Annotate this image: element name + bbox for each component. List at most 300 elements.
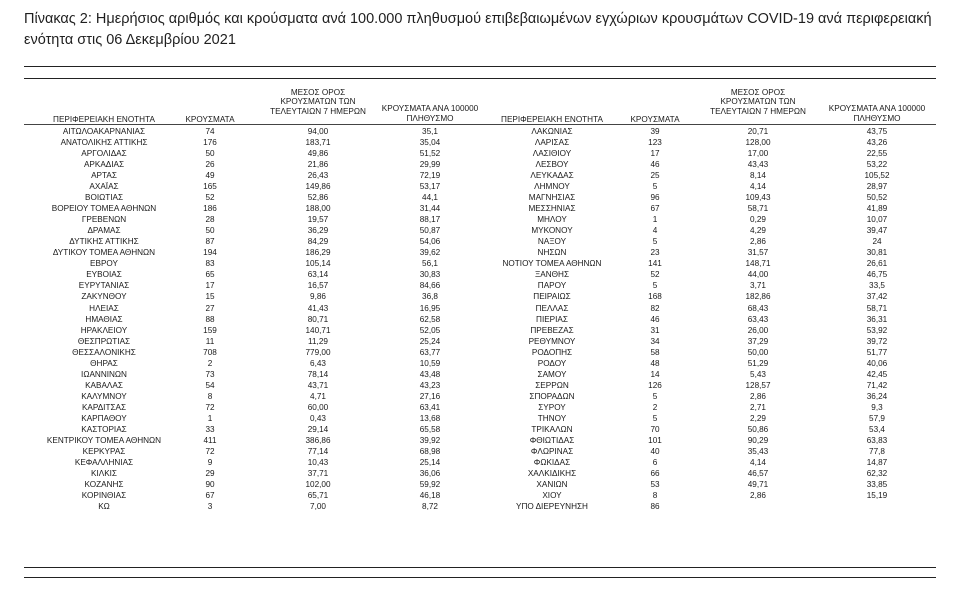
left-region-cell: ΒΟΙΩΤΙΑΣ [84,193,124,203]
right-region-cell: ΣΑΜΟΥ [537,369,567,379]
right-avg-cell: 128,00 [745,138,771,148]
left-cases-cell: 194 [203,248,217,258]
right-cases-cell: 40 [650,446,660,456]
table-row [0,247,960,258]
right-per100k-cell: 77,8 [869,446,885,456]
left-per100k-cell: 50,87 [419,226,441,236]
header-per100k-right-1: ΚΡΟΥΣΜΑΤΑ ΑΝΑ 100000 [828,104,926,113]
right-per100k-cell: 22,55 [866,149,888,159]
header-rule [24,78,936,79]
right-per100k-cell: 50,52 [866,193,888,203]
left-region-cell: ΔΡΑΜΑΣ [87,226,121,236]
table-row [0,457,960,468]
table-row [0,490,960,501]
right-avg-cell: 2,29 [750,413,766,423]
right-region-cell: ΠΕΛΛΑΣ [535,303,569,313]
left-cases-cell: 165 [203,182,217,192]
right-cases-cell: 34 [650,336,660,346]
left-cases-cell: 50 [205,226,215,236]
table-row [0,258,960,269]
left-region-cell: ΔΥΤΙΚΗΣ ΑΤΤΙΚΗΣ [69,237,139,247]
left-avg-cell: 7,00 [310,502,326,512]
left-avg-cell: 183,71 [305,138,331,148]
left-region-cell: ΗΡΑΚΛΕΙΟΥ [80,325,128,335]
right-cases-cell: 31 [650,325,660,335]
left-per100k-cell: 8,72 [422,502,438,512]
left-avg-cell: 9,86 [310,292,326,302]
right-cases-cell: 5 [652,281,658,291]
left-per100k-cell: 68,98 [419,446,441,456]
left-region-cell: ΘΗΡΑΣ [90,358,118,368]
header-avg-right-2: ΚΡΟΥΣΜΑΤΩΝ ΤΩΝ [720,97,796,106]
left-cases-cell: 26 [205,160,215,170]
table-row [0,269,960,280]
left-avg-cell: 779,00 [305,347,331,357]
right-per100k-cell: 37,42 [866,292,888,302]
right-avg-cell: 20,71 [747,127,769,136]
left-per100k-cell: 16,95 [419,303,441,313]
right-avg-cell: 43,43 [747,160,769,170]
left-cases-cell: 15 [205,292,215,302]
right-region-cell: ΧΑΛΚΙΔΙΚΗΣ [527,468,577,478]
right-region-cell: ΝΟΤΙΟΥ ΤΟΜΕΑ ΑΘΗΝΩΝ [502,259,602,269]
right-region-cell: ΛΑΚΩΝΙΑΣ [531,127,573,136]
right-region-cell: ΤΗΝΟΥ [537,413,567,423]
right-avg-cell: 148,71 [745,259,771,269]
right-avg-cell: 109,43 [745,193,771,203]
left-per100k-cell: 39,62 [419,248,441,258]
left-avg-cell: 29,14 [307,424,329,434]
left-region-cell: ΚΩ [98,502,110,512]
left-per100k-cell: 44,1 [422,193,438,203]
right-avg-cell: 46,57 [747,468,769,478]
right-per100k-cell: 46,75 [866,270,888,280]
left-cases-cell: 87 [205,237,215,247]
right-avg-cell: 0,29 [750,215,766,225]
table-body [0,126,960,512]
right-avg-cell: 63,43 [747,314,769,324]
header-avg-left-2: ΚΡΟΥΣΜΑΤΩΝ ΤΩΝ [280,97,356,106]
left-per100k-cell: 25,24 [419,336,441,346]
left-cases-cell: 159 [203,325,217,335]
table-row [0,291,960,302]
right-region-cell: ΠΙΕΡΙΑΣ [536,314,568,324]
left-avg-cell: 186,29 [305,248,331,258]
left-avg-cell: 60,00 [307,402,329,412]
header-per100k-left-1: ΚΡΟΥΣΜΑΤΑ ΑΝΑ 100000 [381,104,479,113]
left-per100k-cell: 84,66 [419,281,441,291]
left-region-cell: ΘΕΣΠΡΩΤΙΑΣ [77,336,131,346]
table-row [0,314,960,325]
header-per100k-right-2: ΠΛΗΘΥΣΜΟ [853,114,901,123]
right-per100k-cell: 62,32 [866,468,888,478]
right-cases-cell: 5 [652,391,658,401]
left-cases-cell: 11 [205,336,215,346]
left-region-cell: ΚΙΛΚΙΣ [90,468,117,478]
right-cases-cell: 46 [650,160,660,170]
header-cases-right: ΚΡΟΥΣΜΑΤΑ [630,115,680,124]
right-avg-cell: 2,86 [750,491,766,501]
table-row [0,225,960,236]
left-avg-cell: 6,43 [310,358,326,368]
right-avg-cell: 8,14 [750,171,766,181]
left-cases-cell: 9 [207,457,213,467]
table-row [0,468,960,479]
left-per100k-cell: 13,68 [419,413,441,423]
right-per100k-cell: 53,92 [866,325,888,335]
right-region-cell: ΥΠΟ ΔΙΕΡΕΥΝΗΣΗ [516,502,588,512]
left-per100k-cell: 51,52 [419,149,441,159]
right-region-cell: ΧΙΟΥ [542,491,562,501]
left-avg-cell: 16,57 [307,281,329,291]
right-cases-cell: 23 [650,248,660,258]
right-per100k-cell: 28,97 [866,182,888,192]
right-per100k-cell: 24 [872,237,882,247]
right-per100k-cell: 43,75 [866,127,888,136]
left-per100k-cell: 31,44 [419,204,441,214]
left-cases-cell: 83 [205,259,215,269]
right-cases-cell: 141 [648,259,662,269]
right-per100k-cell: 63,83 [866,435,888,445]
right-region-cell: ΦΩΚΙΔΑΣ [533,457,571,467]
table-row [0,391,960,402]
header-avg-left-3: ΤΕΛΕΥΤΑΙΩΝ 7 ΗΜΕΡΩΝ [270,107,366,116]
right-per100k-cell: 105,52 [864,171,890,181]
left-cases-cell: 49 [205,171,215,181]
left-per100k-cell: 62,58 [419,314,441,324]
right-cases-cell: 5 [652,237,658,247]
right-cases-cell: 48 [650,358,660,368]
left-per100k-cell: 36,06 [419,468,441,478]
left-avg-cell: 63,14 [307,270,329,280]
right-avg-cell: 17,00 [747,149,769,159]
right-per100k-cell: 43,26 [866,138,888,148]
right-avg-cell: 4,14 [750,457,766,467]
right-cases-cell: 14 [650,369,660,379]
right-region-cell: ΛΕΣΒΟΥ [535,160,569,170]
left-per100k-cell: 52,05 [419,325,441,335]
header-per100k-left-2: ΠΛΗΘΥΣΜΟ [406,114,454,123]
right-avg-cell: 37,29 [747,336,769,346]
right-avg-cell: 68,43 [747,303,769,313]
right-avg-cell: 2,86 [750,391,766,401]
right-region-cell: ΛΑΡΙΣΑΣ [534,138,570,148]
right-region-cell: ΞΑΝΘΗΣ [534,270,570,280]
table-row [0,369,960,380]
right-cases-cell: 52 [650,270,660,280]
right-region-cell: ΠΕΙΡΑΙΩΣ [533,292,571,302]
left-avg-cell: 80,71 [307,314,329,324]
left-per100k-cell: 72,19 [419,171,441,181]
left-region-cell: ΘΕΣΣΑΛΟΝΙΚΗΣ [72,347,136,357]
right-per100k-cell: 9,3 [871,402,883,412]
right-cases-cell: 123 [648,138,662,148]
right-cases-cell: 2 [652,402,658,412]
left-region-cell: ΕΥΡΥΤΑΝΙΑΣ [78,281,130,291]
right-avg-cell: 44,00 [747,270,769,280]
left-region-cell: ΖΑΚΥΝΘΟΥ [81,292,127,302]
table-row [0,380,960,391]
right-cases-cell: 53 [650,480,660,489]
left-cases-cell: 411 [203,435,217,445]
header-avg-left-1: ΜΕΣΟΣ ΟΡΟΣ [290,88,346,97]
right-per100k-cell: 30,81 [866,248,888,258]
left-avg-cell: 11,29 [308,336,328,346]
right-region-cell: ΣΕΡΡΩΝ [535,380,569,390]
left-region-cell: ΚΑΣΤΟΡΙΑΣ [81,424,127,434]
right-per100k-cell: 57,9 [869,413,885,423]
table-row [0,181,960,192]
right-region-cell: ΝΑΞΟΥ [537,237,567,247]
right-per100k-cell: 42,45 [866,369,888,379]
left-cases-cell: 74 [205,127,215,136]
left-cases-cell: 88 [205,314,215,324]
left-region-cell: ΕΥΒΟΙΑΣ [86,270,122,280]
left-avg-cell: 41,43 [307,303,329,313]
left-region-cell: ΗΜΑΘΙΑΣ [85,314,123,324]
left-avg-cell: 105,14 [305,259,331,269]
left-avg-cell: 0,43 [310,413,326,423]
header-bottom-rule [24,124,936,125]
table-row [0,137,960,148]
left-cases-cell: 33 [205,424,215,434]
right-cases-cell: 82 [650,303,660,313]
left-region-cell: ΑΧΑΪΑΣ [89,182,119,192]
left-avg-cell: 140,71 [305,325,331,335]
left-region-cell: ΑΙΤΩΛΟΑΚΑΡΝΑΝΙΑΣ [62,127,146,136]
right-region-cell: ΡΟΔΟΥ [537,358,567,368]
right-cases-cell: 17 [650,149,660,159]
right-avg-cell: 50,00 [747,347,769,357]
table-row [0,424,960,435]
header-region-right: ΠΕΡΙΦΕΡΕΙΑΚΗ ΕΝΟΤΗΤΑ [501,115,603,124]
table-row [0,435,960,446]
right-avg-cell: 2,86 [750,237,766,247]
right-avg-cell: 90,29 [747,435,769,445]
left-avg-cell: 36,29 [307,226,329,236]
right-cases-cell: 58 [650,347,660,357]
table-row [0,325,960,336]
right-per100k-cell: 40,06 [866,358,888,368]
left-avg-cell: 43,71 [307,380,329,390]
right-per100k-cell: 14,87 [866,457,888,467]
right-avg-cell: 50,86 [747,424,769,434]
right-avg-cell: 35,43 [747,446,769,456]
left-avg-cell: 10,43 [307,457,329,467]
right-cases-cell: 46 [650,314,660,324]
right-avg-cell: 4,29 [750,226,766,236]
table-row [0,148,960,159]
right-cases-cell: 5 [652,182,658,192]
right-region-cell: ΝΗΣΩΝ [537,248,567,258]
right-avg-cell: 26,00 [747,325,769,335]
left-region-cell: ΚΟΡΙΝΘΙΑΣ [81,491,127,501]
right-cases-cell: 96 [650,193,660,203]
right-cases-cell: 25 [650,171,660,181]
right-region-cell: ΛΑΣΙΘΙΟΥ [532,149,572,159]
left-avg-cell: 4,71 [310,391,326,401]
left-cases-cell: 176 [203,138,217,148]
right-per100k-cell: 51,77 [866,347,888,357]
right-avg-cell: 31,57 [747,248,769,258]
right-per100k-cell: 36,24 [866,391,888,401]
right-region-cell: ΠΑΡΟΥ [537,281,567,291]
right-avg-cell: 58,71 [747,204,769,214]
right-per100k-cell: 15,19 [866,491,888,501]
left-cases-cell: 186 [203,204,217,214]
table-row [0,126,960,137]
right-per100k-cell: 33,5 [869,281,885,291]
right-per100k-cell: 33,85 [866,480,888,489]
table-title: Πίνακας 2: Ημερήσιος αριθμός και κρούσματα ανά 100.000 πληθυσμού επιβεβαιωμένων εγχώριων κρουσμάτων COVID-19 ανά περιφερειακή ενότητα στις 06 Δεκεμβρίου 2021 [24,11,932,48]
right-cases-cell: 70 [650,424,660,434]
table-row [0,336,960,347]
bottom-rule [24,567,936,568]
left-cases-cell: 52 [205,193,215,203]
left-per100k-cell: 35,04 [419,138,441,148]
table-row [0,446,960,457]
left-cases-cell: 8 [207,391,213,401]
right-cases-cell: 66 [650,468,660,478]
left-avg-cell: 65,71 [307,491,329,501]
left-region-cell: ΑΡΤΑΣ [91,171,117,181]
left-avg-cell: 52,86 [307,193,329,203]
header-cases-left: ΚΡΟΥΣΜΑΤΑ [185,115,235,124]
left-region-cell: ΕΒΡΟΥ [90,259,118,269]
right-avg-cell: 5,43 [750,369,766,379]
left-avg-cell: 94,00 [307,127,329,136]
left-avg-cell: 49,86 [307,149,329,159]
left-avg-cell: 77,14 [307,446,329,456]
table-row [0,192,960,203]
left-region-cell: ΒΟΡΕΙΟΥ ΤΟΜΕΑ ΑΘΗΝΩΝ [51,204,157,214]
right-region-cell: ΣΥΡΟΥ [538,402,566,412]
left-per100k-cell: 65,58 [419,424,441,434]
right-avg-cell: 3,71 [750,281,766,291]
left-region-cell: ΑΝΑΤΟΛΙΚΗΣ ΑΤΤΙΚΗΣ [60,138,148,148]
right-cases-cell: 4 [652,226,658,236]
right-cases-cell: 126 [648,380,662,390]
left-per100k-cell: 35,1 [422,127,438,136]
left-avg-cell: 78,14 [307,369,329,379]
left-per100k-cell: 63,77 [419,347,441,357]
left-avg-cell: 102,00 [305,480,331,489]
table-row [0,347,960,358]
table-row [0,159,960,170]
right-region-cell: ΛΕΥΚΑΔΑΣ [530,171,574,181]
right-region-cell: ΦΛΩΡΙΝΑΣ [530,446,574,456]
left-avg-cell: 26,43 [307,171,329,181]
left-cases-cell: 72 [205,402,215,412]
right-avg-cell: 49,71 [747,480,769,489]
left-per100k-cell: 53,17 [419,182,441,192]
left-cases-cell: 1 [207,413,213,423]
right-avg-cell: 182,86 [745,292,771,302]
left-per100k-cell: 54,06 [419,237,441,247]
table-row [0,479,960,490]
table-row [0,170,960,181]
left-cases-cell: 708 [203,347,217,357]
right-region-cell: ΜΥΚΟΝΟΥ [531,226,573,236]
right-per100k-cell: 36,31 [866,314,888,324]
right-per100k-cell: 53,4 [869,424,885,434]
right-avg-cell: 51,29 [747,358,769,368]
left-per100k-cell: 43,48 [419,369,441,379]
right-cases-cell: 6 [652,457,658,467]
left-per100k-cell: 25,14 [419,457,441,467]
left-region-cell: ΚΑΡΔΙΤΣΑΣ [81,402,127,412]
left-avg-cell: 149,86 [305,182,331,192]
header-avg-right-3: ΤΕΛΕΥΤΑΙΩΝ 7 ΗΜΕΡΩΝ [710,107,806,116]
right-region-cell: ΜΕΣΣΗΝΙΑΣ [528,204,576,214]
right-region-cell: ΜΑΓΝΗΣΙΑΣ [528,193,576,203]
right-cases-cell: 101 [648,435,662,445]
left-per100k-cell: 88,17 [419,215,441,225]
right-avg-cell: 4,14 [750,182,766,192]
left-avg-cell: 21,86 [307,160,329,170]
left-per100k-cell: 39,92 [419,435,441,445]
left-region-cell: ΔΥΤΙΚΟΥ ΤΟΜΕΑ ΑΘΗΝΩΝ [52,248,156,258]
left-cases-cell: 3 [207,502,213,512]
right-per100k-cell: 39,72 [866,336,888,346]
left-cases-cell: 54 [205,380,215,390]
right-cases-cell: 86 [650,502,660,512]
right-cases-cell: 168 [648,292,662,302]
left-avg-cell: 84,29 [307,237,329,247]
left-avg-cell: 386,86 [305,435,331,445]
left-cases-cell: 67 [205,491,215,501]
left-avg-cell: 37,71 [307,468,329,478]
left-per100k-cell: 46,18 [419,491,441,501]
left-per100k-cell: 59,92 [419,480,441,489]
right-avg-cell: 128,57 [745,380,771,390]
right-per100k-cell: 10,07 [866,215,888,225]
right-per100k-cell: 53,22 [866,160,888,170]
right-per100k-cell: 41,89 [866,204,888,214]
left-per100k-cell: 63,41 [419,402,441,412]
left-cases-cell: 28 [205,215,215,225]
right-per100k-cell: 58,71 [866,303,888,313]
table-row [0,303,960,314]
left-region-cell: ΗΛΕΙΑΣ [89,303,119,313]
left-region-cell: ΙΩΑΝΝΙΝΩΝ [81,369,127,379]
left-cases-cell: 90 [205,480,215,489]
left-cases-cell: 29 [205,468,215,478]
left-cases-cell: 50 [205,149,215,159]
left-per100k-cell: 30,83 [419,270,441,280]
right-region-cell: ΧΑΝΙΩΝ [536,480,568,489]
right-cases-cell: 39 [650,127,660,136]
left-region-cell: ΚΕΡΚΥΡΑΣ [82,446,126,456]
left-cases-cell: 73 [205,369,215,379]
left-avg-cell: 19,57 [307,215,329,225]
right-region-cell: ΜΗΛΟΥ [537,215,567,225]
left-region-cell: ΚΕΝΤΡΙΚΟΥ ΤΟΜΕΑ ΑΘΗΝΩΝ [46,435,162,445]
right-cases-cell: 1 [652,215,658,225]
left-per100k-cell: 56,1 [422,259,438,269]
right-per100k-cell: 26,61 [866,259,888,269]
left-region-cell: ΓΡΕΒΕΝΩΝ [81,215,127,225]
table-row [0,203,960,214]
left-per100k-cell: 43,23 [419,380,441,390]
left-avg-cell: 188,00 [305,204,331,214]
right-cases-cell: 67 [650,204,660,214]
right-avg-cell: 2,71 [750,402,766,412]
bottom-rule-2 [24,577,936,578]
table-row [0,236,960,247]
table-row [0,214,960,225]
left-per100k-cell: 29,99 [419,160,441,170]
